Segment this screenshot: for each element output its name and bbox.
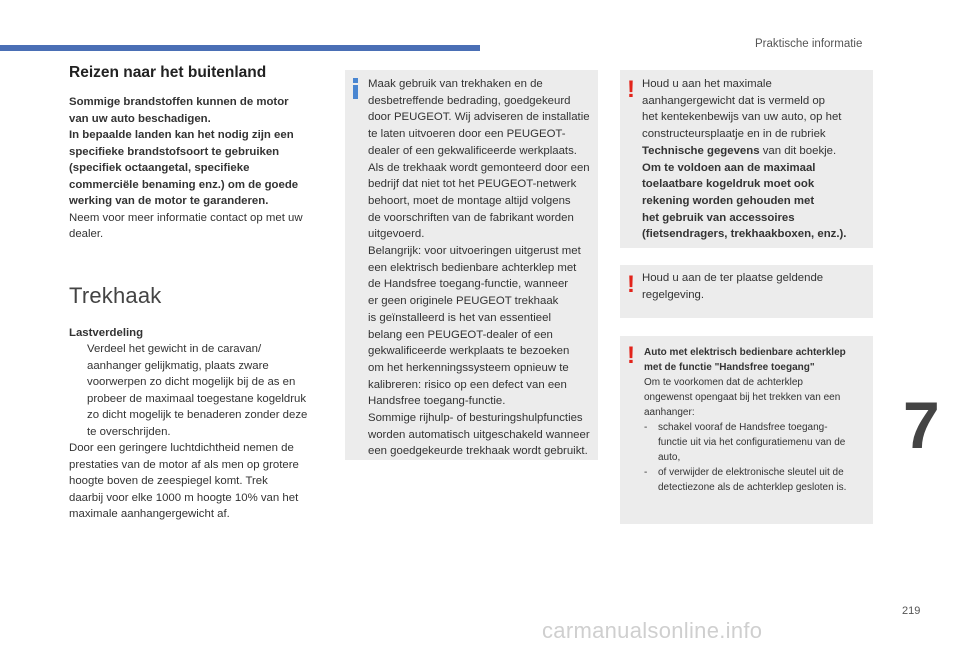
text-line: te laten uitvoeren door een PEUGEOT-: [368, 128, 566, 141]
section-header: Praktische informatie: [755, 38, 863, 50]
text-line: zo dicht mogelijk te benaderen zonder deze: [87, 409, 308, 421]
text-line: te overschrijden.: [87, 425, 171, 438]
text-line: desbetreffende bedrading, goedgekeurd: [368, 94, 571, 107]
text-line: aanhangergewicht dat is vermeld op: [642, 94, 825, 107]
info-icon: [350, 76, 362, 100]
text-line: uitgevoerd.: [368, 228, 425, 241]
bullet-text: [87, 341, 307, 440]
warning-box-regulations: [620, 265, 873, 318]
text-line: regelgeving.: [642, 288, 705, 301]
text-line: Om te voldoen aan de maximaal: [642, 161, 816, 174]
warning-icon: !: [627, 271, 635, 298]
text-line: daarbij voor elke 1000 m hoogte 10% van het: [69, 491, 299, 504]
text-line: belang een PEUGEOT-dealer of een: [368, 328, 553, 341]
text-line: schakel vooraf de Handsfree toegang-: [658, 422, 828, 433]
text-line: Belangrijk: voor uitvoeringen uitgerust met: [368, 245, 581, 258]
header-accent-bar: [0, 45, 480, 51]
bullet-mark: [69, 341, 87, 440]
trekhaak-text: [69, 440, 327, 523]
text-line: het kentekenbewijs van uw auto, op het: [642, 111, 842, 124]
text-line: de voorschriften van de fabrikant worden: [368, 211, 574, 224]
warning-text: [642, 270, 870, 303]
left-column: [69, 64, 327, 523]
bullet-text: [658, 465, 846, 495]
text-line: behoort, moet de montage altijd volgens: [368, 194, 571, 207]
text-line: werking van de motor te garanderen.: [69, 195, 269, 207]
watermark: carmanualsonline.info: [542, 618, 763, 643]
text-line: kalibreren: risico op een defect van een: [368, 378, 567, 391]
text-line: Houd u aan de ter plaatse geldende: [642, 272, 824, 284]
text-line: Om te voorkomen dat de achterklep: [644, 377, 803, 388]
text-line: voorwerpen zo dicht mogelijk bij de as en: [87, 376, 296, 388]
text-line: gekwalificeerde werkplaats te bezoeken: [368, 345, 570, 358]
text-line: auto,: [658, 452, 681, 463]
text-line: hoogte boven de zeespiegel komt. Trek: [69, 475, 268, 487]
page-number: 219: [902, 605, 921, 617]
text-line: Verdeel het gewicht in de caravan/: [87, 343, 262, 355]
trekhaak-title: Trekhaak: [69, 282, 162, 308]
reference-technical-data: Technische gegevens: [642, 144, 760, 157]
info-box: [345, 70, 598, 460]
text-line: is geïnstalleerd is het van essentieel: [368, 311, 551, 324]
warning-box-towing-weight: [620, 70, 873, 248]
text-line: maximale aanhangergewicht af.: [69, 508, 230, 520]
text-line: detectiezone als de achterklep gesloten is.: [658, 482, 847, 493]
warning-text: [644, 345, 870, 495]
text-line: Maak gebruik van trekhaken en de: [368, 78, 543, 90]
text-line: een goedgekeurde trekhaak wordt gebruikt.: [368, 445, 588, 458]
text-line: of verwijder de elektronische sleutel uit de: [658, 467, 844, 478]
text-line: probeer de maximaal toegestane kogeldruk: [87, 392, 307, 405]
text-line: functie uit via het configuratiemenu van de: [658, 437, 846, 448]
text-line: bedrijf dat niet tot het PEUGEOT-netwerk: [368, 178, 577, 191]
text-line: toelaatbare kogeldruk moet ook: [642, 178, 815, 191]
text-line: constructeursplaatje en in de rubriek: [642, 128, 826, 141]
text-line: (specifiek octaangetal, specifieke: [69, 162, 250, 174]
bullet-text: [658, 420, 845, 465]
text-line: van dit boekje.: [759, 144, 837, 157]
chapter-number: 7: [903, 388, 940, 462]
warning-icon: !: [627, 76, 635, 103]
abroad-title: Reizen naar het buitenland: [69, 64, 267, 81]
text-line: specifieke brandstofsoort te gebruiken: [69, 145, 280, 158]
bullet-mark: -: [644, 467, 648, 478]
text-line: er geen originele PEUGEOT trekhaak: [368, 295, 559, 308]
text-line: de Handsfree toegang-functie, wanneer: [368, 278, 569, 291]
text-line: Sommige brandstoffen kunnen de motor: [69, 96, 289, 108]
text-line: Als de trekhaak wordt gemonteerd door een: [368, 161, 590, 174]
text-line: van uw auto beschadigen.: [69, 112, 211, 125]
text-line: prestaties van de motor af als men op grotere: [69, 458, 299, 471]
text-line: aanhanger gelijkmatig, plaats zware: [87, 359, 269, 372]
text-line: dealer.: [69, 228, 104, 240]
text-line: (fietsendragers, trekhaakboxen, enz.).: [642, 228, 847, 241]
text-line: aanhanger:: [644, 407, 695, 418]
warning-icon: !: [627, 342, 635, 369]
text-line: Neem voor meer informatie contact op met uw: [69, 211, 303, 224]
text-line: Houd u aan het maximale: [642, 78, 772, 90]
warning-text: [642, 76, 870, 243]
text-line: door PEUGEOT. Wij adviseren de installatie: [368, 111, 590, 124]
text-line: dealer of een gekwalificeerde werkplaats.: [368, 144, 577, 157]
text-line: ongewenst opengaat bij het trekken van een: [644, 392, 841, 403]
text-line: commerciële benaming enz.) om de goede: [69, 178, 299, 191]
text-line: Sommige rijhulp- of besturingshulpfuncties: [368, 412, 583, 425]
abroad-text: [69, 210, 327, 243]
text-line: het gebruik van accessoires: [642, 211, 795, 224]
text-line: rekening worden gehouden met: [642, 194, 815, 207]
text-line: Handsfree toegang-functie.: [368, 395, 506, 408]
abroad-bold-text: [69, 94, 327, 210]
text-line: om het herkenningssysteem opnieuw te: [368, 361, 569, 374]
info-text: [368, 76, 594, 460]
trekhaak-subtitle: Lastverdeling: [69, 326, 144, 339]
text-line: Door een geringere luchtdichtheid nemen de: [69, 442, 294, 454]
text-line: In bepaalde landen kan het nodig zijn een: [69, 129, 294, 141]
list-item: [644, 465, 870, 495]
text-line: een elektrisch bedienbare achterklep met: [368, 261, 577, 274]
bullet-mark: -: [644, 422, 648, 433]
text-line: Auto met elektrisch bedienbare achterklep: [644, 347, 846, 358]
text-line: met de functie "Handsfree toegang": [644, 362, 815, 373]
trekhaak-bullet: [69, 341, 327, 440]
warning-box-handsfree-tailgate: [620, 336, 873, 524]
text-line: worden automatisch uitgeschakeld wanneer: [368, 428, 590, 441]
list-item: [644, 420, 870, 465]
